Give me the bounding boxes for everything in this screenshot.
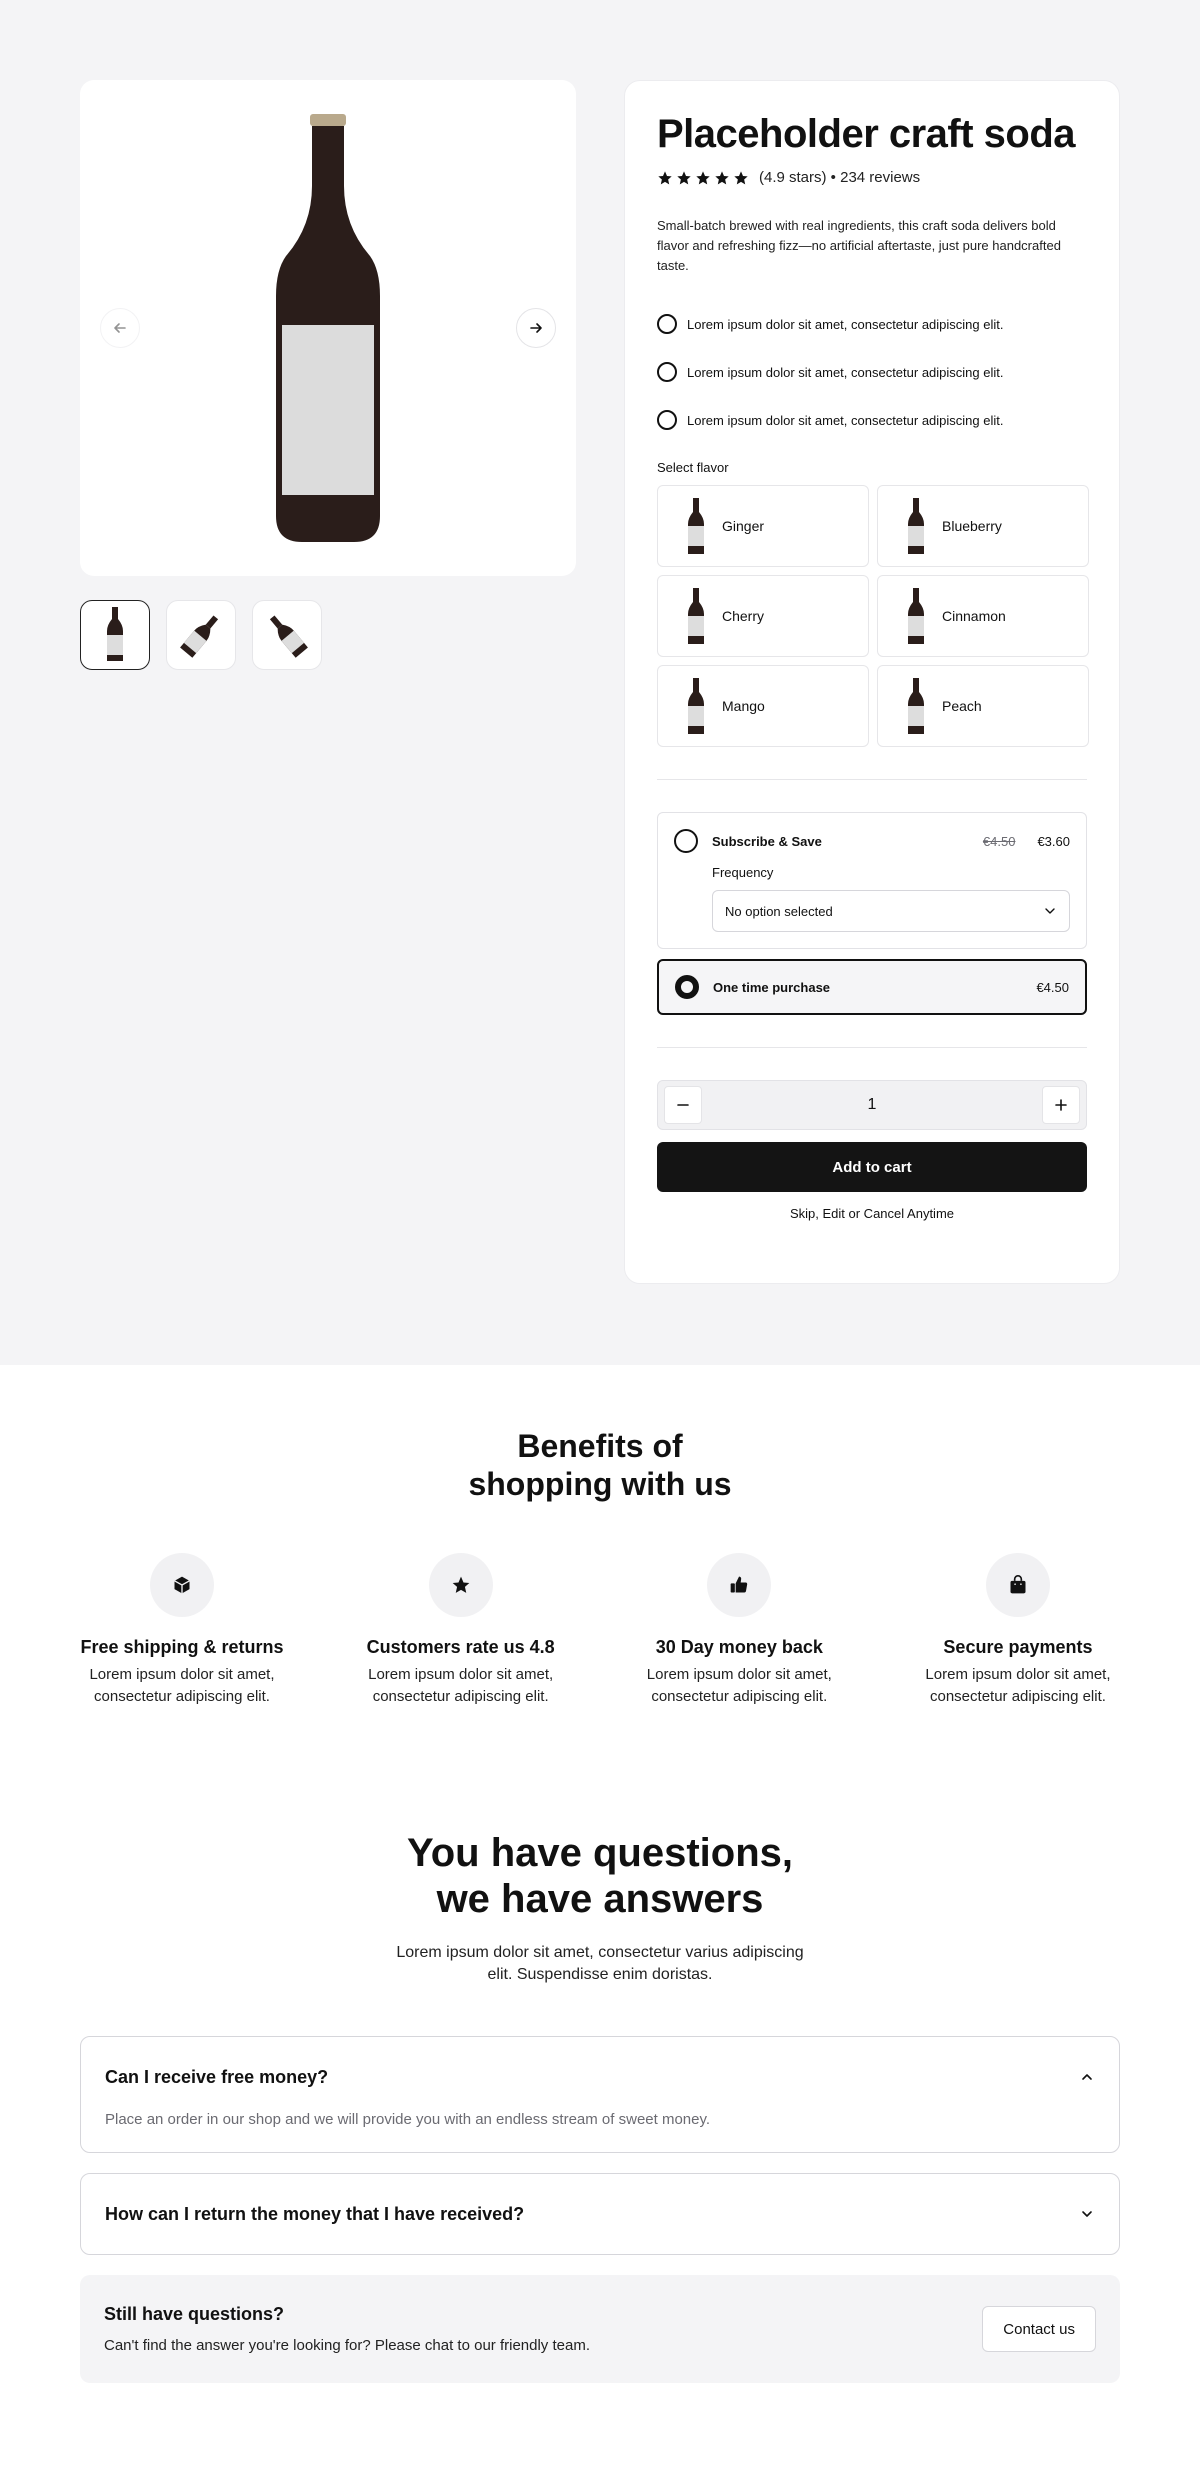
one-time-label: One time purchase xyxy=(713,979,831,995)
feature-item xyxy=(657,396,1087,444)
thumbs-up-icon xyxy=(729,1575,749,1595)
benefit-title: 30 Day money back xyxy=(655,1637,823,1657)
benefit-title: Customers rate us 4.8 xyxy=(366,1637,555,1657)
bottle-image xyxy=(268,110,388,550)
benefits-title-line1: Benefits of xyxy=(517,1428,683,1464)
subscribe-header xyxy=(674,829,1070,853)
main-product-image xyxy=(80,80,576,576)
benefit-icon-circle xyxy=(986,1553,1050,1617)
benefit-icon-circle xyxy=(707,1553,771,1617)
minus-icon xyxy=(676,1098,690,1112)
increase-quantity-button[interactable] xyxy=(1042,1086,1080,1124)
star-icon xyxy=(676,170,692,186)
shopping-bag-icon xyxy=(1008,1575,1028,1595)
feature-text: Lorem ipsum dolor sit amet, consectetur adipiscing elit. xyxy=(687,412,1004,428)
product-description: Small-batch brewed with real ingredients, this craft soda delivers bold flavor and refreshing fizz—no artificial aftertaste, just pure handcrafted taste. xyxy=(657,218,1061,273)
previous-image-button[interactable] xyxy=(100,308,140,348)
chevron-down-icon xyxy=(1079,2206,1095,2222)
flavor-name: Blueberry xyxy=(942,518,1002,534)
one-time-price: €4.50 xyxy=(1036,979,1069,995)
benefit-icon-circle xyxy=(150,1553,214,1617)
bottle-icon xyxy=(908,588,924,644)
flavor-option-cherry[interactable] xyxy=(657,575,869,657)
faq-answer: Place an order in our shop and we will provide you with an endless stream of sweet money. xyxy=(105,2111,711,2128)
benefit-item xyxy=(900,1553,1136,1708)
one-time-header xyxy=(675,975,1069,999)
skip-edit-cancel-link[interactable]: Skip, Edit or Cancel Anytime xyxy=(789,1206,955,1221)
divider xyxy=(657,1047,1087,1048)
feature-list xyxy=(657,300,1087,444)
frequency-label: Frequency xyxy=(712,865,774,880)
star-icon xyxy=(695,170,711,186)
benefit-text: Lorem ipsum dolor sit amet, consectetur adipiscing elit. xyxy=(646,1666,832,1705)
contact-us-button[interactable]: Contact us xyxy=(982,2306,1096,2352)
subscribe-option[interactable] xyxy=(657,812,1087,949)
radio-button[interactable] xyxy=(674,829,698,853)
benefit-text: Lorem ipsum dolor sit amet, consectetur adipiscing elit. xyxy=(368,1666,554,1705)
arrow-left-icon xyxy=(112,320,128,336)
benefit-item xyxy=(621,1553,857,1708)
still-questions-banner xyxy=(80,2275,1120,2383)
benefit-item xyxy=(343,1553,579,1708)
quantity-stepper xyxy=(657,1080,1087,1130)
old-price: €4.50 xyxy=(982,833,1016,849)
star-icon xyxy=(657,170,673,186)
still-questions-text xyxy=(104,2304,590,2354)
benefit-item xyxy=(64,1553,300,1708)
faq-question: How can I return the money that I have received? xyxy=(105,2203,525,2224)
flavor-option-mango[interactable] xyxy=(657,665,869,747)
benefits-title xyxy=(0,1427,1200,1503)
star-icon xyxy=(714,170,730,186)
frequency-value: No option selected xyxy=(725,903,833,919)
flavor-name: Cherry xyxy=(722,608,765,624)
faq-question: Can I receive free money? xyxy=(105,2066,329,2087)
faq-title-line2: we have answers xyxy=(436,1877,764,1921)
thumbnail-list xyxy=(80,600,576,670)
star-icon xyxy=(451,1575,471,1595)
faq-question-toggle[interactable] xyxy=(105,2037,1095,2117)
flavor-option-blueberry[interactable] xyxy=(877,485,1089,567)
arrow-right-icon xyxy=(528,320,544,336)
faq-question-toggle[interactable] xyxy=(105,2174,1095,2254)
faq-title-line1: You have questions, xyxy=(407,1831,793,1875)
circle-icon xyxy=(657,410,677,430)
bottle-icon xyxy=(908,498,924,554)
decrease-quantity-button[interactable] xyxy=(664,1086,702,1124)
bottle-thumbnail xyxy=(262,610,312,660)
circle-icon xyxy=(657,314,677,334)
next-image-button[interactable] xyxy=(516,308,556,348)
flavor-grid xyxy=(657,485,1087,747)
plus-icon xyxy=(1054,1098,1068,1112)
faq-item xyxy=(80,2173,1120,2255)
flavor-option-cinnamon[interactable] xyxy=(877,575,1089,657)
bottle-thumbnail xyxy=(176,610,226,660)
flavor-option-peach[interactable] xyxy=(877,665,1089,747)
benefit-text: Lorem ipsum dolor sit amet, consectetur adipiscing elit. xyxy=(925,1666,1111,1705)
flavor-option-ginger[interactable] xyxy=(657,485,869,567)
thumbnail-2[interactable] xyxy=(166,600,236,670)
bottle-icon xyxy=(688,678,704,734)
feature-item xyxy=(657,300,1087,348)
bottle-icon xyxy=(908,678,924,734)
benefits-title-line2: shopping with us xyxy=(468,1466,732,1502)
frequency-select[interactable] xyxy=(712,890,1070,932)
feature-text: Lorem ipsum dolor sit amet, consectetur adipiscing elit. xyxy=(687,364,1004,380)
benefits-grid xyxy=(64,1553,1136,1708)
product-title: Placeholder craft soda xyxy=(657,112,1076,156)
flavor-name: Peach xyxy=(942,698,982,714)
feature-text: Lorem ipsum dolor sit amet, consectetur adipiscing elit. xyxy=(687,316,1004,332)
faq-section xyxy=(0,1830,1200,2383)
still-questions-description: Can't find the answer you're looking for? Please chat to our friendly team. xyxy=(104,2337,590,2354)
flavor-label: Select flavor xyxy=(657,460,729,475)
still-questions-title: Still have questions? xyxy=(104,2304,285,2324)
thumbnail-1[interactable] xyxy=(80,600,150,670)
product-gallery xyxy=(80,80,576,670)
chevron-up-icon xyxy=(1079,2069,1095,2085)
one-time-purchase-option[interactable] xyxy=(657,959,1087,1015)
bottle-thumbnail xyxy=(105,605,125,665)
faq-item xyxy=(80,2036,1120,2153)
subscribe-price: €3.60 xyxy=(1037,833,1070,849)
faq-title xyxy=(0,1830,1200,1922)
rating-row xyxy=(657,169,1087,186)
package-icon xyxy=(172,1575,192,1595)
star-icon xyxy=(733,170,749,186)
benefits-section xyxy=(0,1365,1200,1708)
bottle-icon xyxy=(688,498,704,554)
chevron-down-icon xyxy=(1043,904,1057,918)
radio-button-selected[interactable] xyxy=(675,975,699,999)
flavor-name: Ginger xyxy=(722,518,765,534)
divider xyxy=(657,779,1087,780)
benefit-icon-circle xyxy=(429,1553,493,1617)
benefit-title: Free shipping & returns xyxy=(80,1637,284,1657)
add-to-cart-button[interactable]: Add to cart xyxy=(657,1142,1087,1192)
quantity-value[interactable]: 1 xyxy=(867,1096,877,1113)
thumbnail-3[interactable] xyxy=(252,600,322,670)
product-info-card xyxy=(624,80,1120,1284)
feature-item xyxy=(657,348,1087,396)
benefit-title: Secure payments xyxy=(943,1637,1093,1657)
flavor-name: Cinnamon xyxy=(942,608,1006,624)
benefit-text: Lorem ipsum dolor sit amet, consectetur adipiscing elit. xyxy=(89,1666,275,1705)
bottle-icon xyxy=(688,588,704,644)
faq-accordion xyxy=(80,2036,1120,2255)
rating-text: (4.9 stars) • 234 reviews xyxy=(759,169,921,186)
circle-icon xyxy=(657,362,677,382)
flavor-name: Mango xyxy=(722,698,765,714)
faq-subtitle: Lorem ipsum dolor sit amet, consectetur varius adipiscing elit. Suspendisse enim doristas. xyxy=(396,1944,804,1983)
subscribe-label: Subscribe & Save xyxy=(712,833,822,849)
star-rating xyxy=(657,170,749,186)
